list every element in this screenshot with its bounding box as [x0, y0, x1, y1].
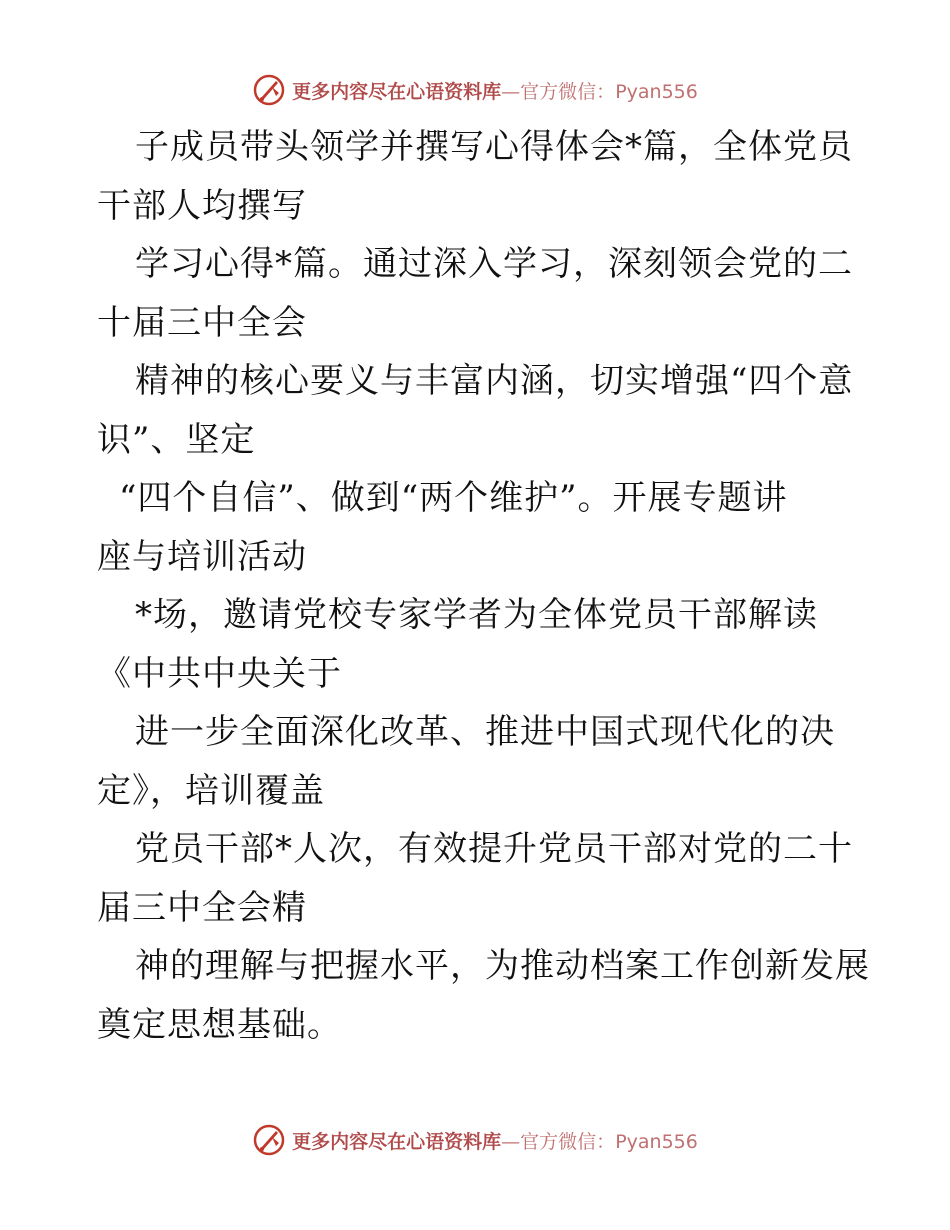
body-line: “四个自信”、做到“两个维护”。开展专题讲 — [119, 478, 788, 518]
footer-wechat-label: 官方微信： — [520, 1130, 616, 1153]
footer-banner — [0, 1120, 950, 1160]
quill-seal-icon — [252, 1123, 286, 1157]
body-line: *场，邀请党校专家学者为全体党员干部解读 — [135, 595, 818, 635]
footer-wechat-id: Pyan556 — [615, 1130, 698, 1153]
body-line: 奠定思想基础。 — [97, 1004, 342, 1045]
body-line: 学习心得*篇。通过深入学习，深刻领会党的二 — [135, 244, 853, 284]
footer-banner-title: 更多内容尽在心语资料库 — [292, 1130, 502, 1153]
body-line: 精神的核心要义与丰富内涵，切实增强“四个意 — [135, 361, 854, 401]
body-line: 十届三中全会 — [97, 302, 307, 343]
body-line: 进一步全面深化改革、推进中国式现代化的决 — [135, 712, 835, 752]
body-line: 干部人均撰写 — [97, 185, 307, 226]
body-line: 《中共中央关于 — [97, 653, 342, 694]
quill-seal-icon — [252, 73, 286, 107]
header-wechat-label: 官方微信： — [520, 80, 616, 103]
footer-banner-text — [292, 1127, 698, 1154]
body-line: 座与培训活动 — [97, 536, 307, 577]
header-banner-title: 更多内容尽在心语资料库 — [292, 80, 502, 103]
body-line: 神的理解与把握水平，为推动档案工作创新发展 — [135, 946, 870, 986]
document-body — [97, 118, 877, 1054]
header-wechat-id: Pyan556 — [615, 80, 698, 103]
footer-banner-dash: — — [501, 1130, 521, 1153]
body-line: 子成员带头领学并撰写心得体会*篇，全体党员 — [135, 127, 853, 167]
header-banner-dash: — — [501, 80, 521, 103]
body-line: 识”、坚定 — [97, 419, 256, 460]
body-line: 党员干部*人次，有效提升党员干部对党的二十 — [135, 829, 853, 869]
body-line: 届三中全会精 — [97, 887, 307, 928]
body-line: 定》，培训覆盖 — [97, 770, 325, 811]
header-banner-text — [292, 77, 698, 104]
header-banner — [0, 70, 950, 110]
